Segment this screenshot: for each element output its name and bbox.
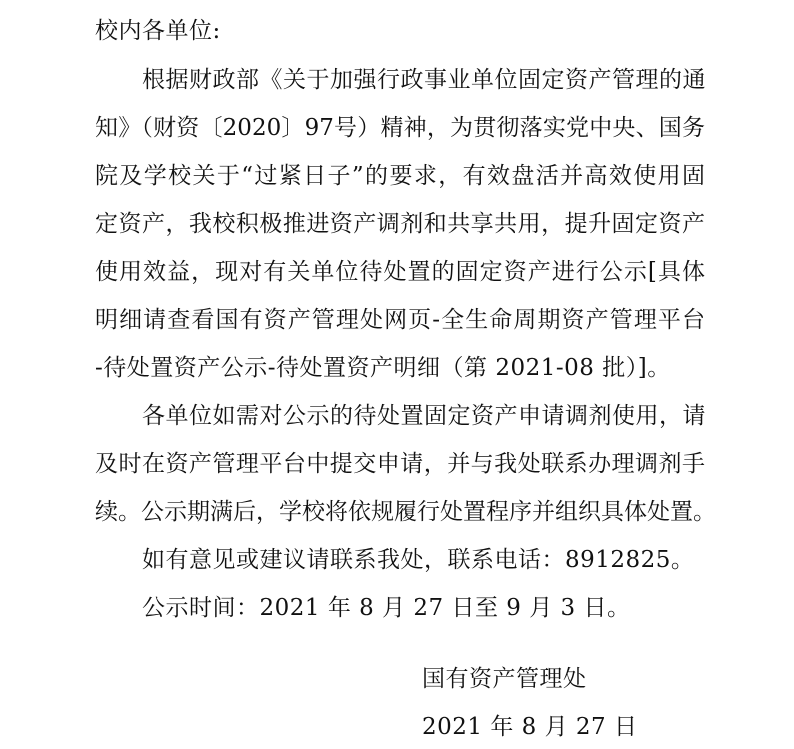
signature-date: 2021 年 8 月 27 日 (422, 714, 638, 740)
notice-period-line: 公示时间：2021 年 8 月 27 日至 9 月 3 日。 (142, 595, 631, 621)
paragraph-line: 续。公示期满后，学校将依规履行处置程序并组织具体处置。 (95, 499, 716, 525)
signature-office: 国有资产管理处 (422, 666, 587, 692)
paragraph-line: 根据财政部《关于加强行政事业单位固定资产管理的通 (142, 67, 706, 93)
paragraph-line: 明细请查看国有资产管理处网页-全生命周期资产管理平台 (95, 307, 705, 333)
paragraph-line: 使用效益，现对有关单位待处置的固定资产进行公示[具体 (95, 259, 705, 285)
paragraph-line: -待处置资产公示-待处置资产明细（第 2021-08 批）]。 (95, 355, 671, 381)
paragraph-line: 定资产，我校积极推进资产调剂和共享共用，提升固定资产 (95, 211, 705, 237)
contact-line: 如有意见或建议请联系我处，联系电话：8912825。 (142, 547, 695, 573)
paragraph-line: 及时在资产管理平台中提交申请，并与我处联系办理调剂手 (95, 451, 705, 477)
paragraph-line: 各单位如需对公示的待处置固定资产申请调剂使用，请 (142, 403, 706, 429)
paragraph-line: 院及学校关于“过紧日子”的要求，有效盘活并高效使用固 (95, 163, 705, 189)
salutation: 校内各单位: (95, 18, 221, 44)
paragraph-line: 知》（财资〔2020〕97号）精神，为贯彻落实党中央、国务 (95, 115, 705, 141)
